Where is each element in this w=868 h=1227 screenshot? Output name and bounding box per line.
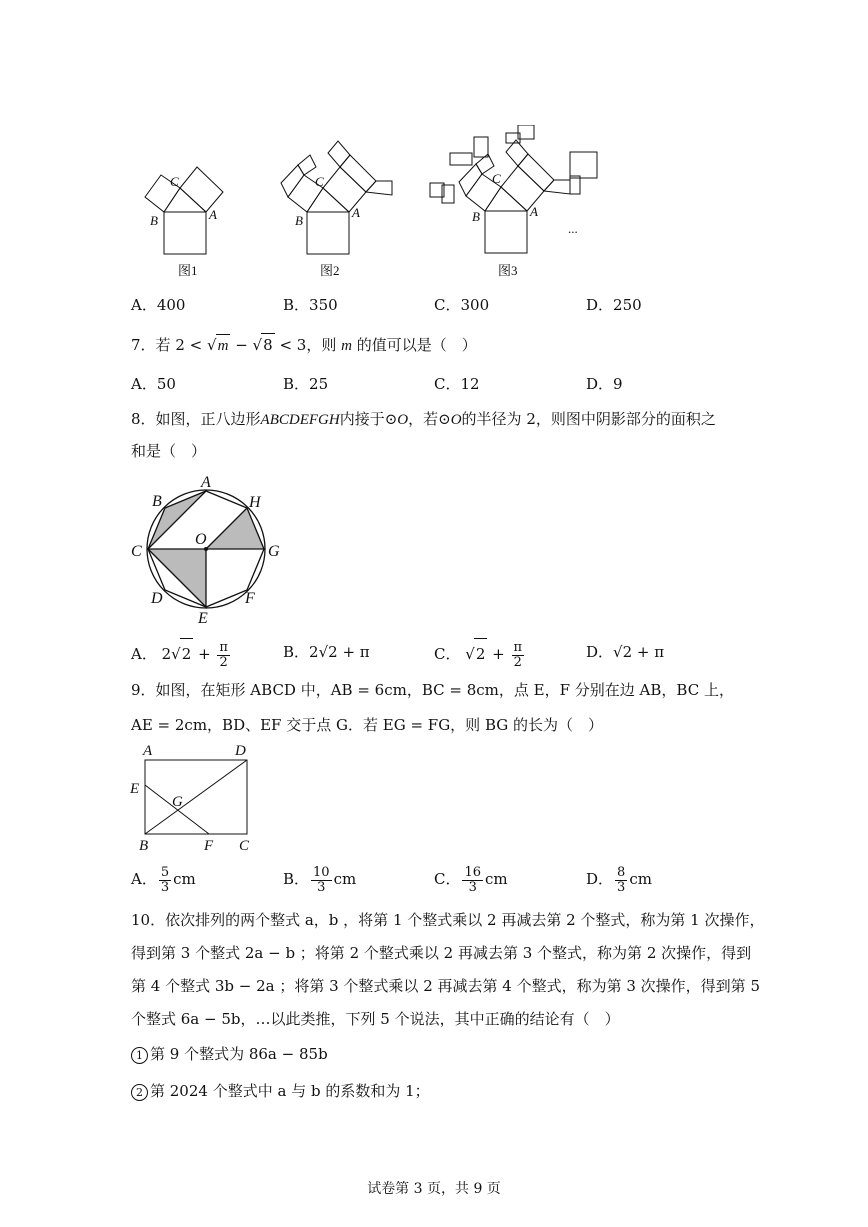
statement-1-text: 第 9 个整式为 86a − 85b: [150, 1045, 328, 1063]
question-10-line-2: 得到第 3 个整式 2a − b ；将第 2 个整式乘以 2 再减去第 3 个整式，称为第 2 次操作，得到: [131, 944, 752, 962]
q9-c-letter: C．: [434, 870, 461, 888]
octagon-figure: [125, 470, 295, 630]
q7-suffix: 的值可以是（ ）: [356, 336, 477, 354]
q8-a-num: π: [219, 639, 228, 655]
sqrt-sign: √: [207, 336, 217, 354]
q8-option-c: [434, 638, 526, 670]
fig2-caption: 图2: [320, 263, 340, 278]
q8-a-coef: 2: [161, 645, 172, 663]
q9-d-den: 3: [617, 879, 626, 895]
q9-option-b: [283, 862, 356, 896]
q8-text-a: 8．如图，正八边形: [131, 410, 261, 428]
q7-ineq-right: < 3，则: [279, 336, 337, 354]
statement-number-1: 1: [131, 1047, 148, 1064]
q8-option-a: [131, 638, 232, 670]
q9-d-num: 8: [617, 864, 626, 880]
question-8-line-1: [131, 408, 716, 431]
question-8-line-2: 和是（ ）: [131, 442, 207, 460]
sqrt-sign: √: [252, 336, 263, 354]
q7-option-c: C．12: [434, 375, 480, 393]
rect-label-b: B: [139, 838, 149, 854]
q7-radicand-m: m: [216, 334, 231, 357]
rect-label-e: E: [130, 781, 140, 797]
rect-label-f: F: [204, 838, 214, 854]
q8-a-den: 2: [219, 654, 228, 670]
fig3-ellipsis: ...: [568, 221, 578, 236]
fig2-label-b: B: [295, 213, 303, 228]
q8-c-fraction: [512, 641, 525, 670]
oct-label-o: O: [195, 531, 207, 548]
q8-a-rad: 2: [180, 638, 194, 669]
q8-a-op: +: [198, 645, 211, 663]
statement-2-text: 第 2024 个整式中 a 与 b 的系数和为 1；: [150, 1082, 430, 1100]
q8-c-den: 2: [513, 654, 522, 670]
sqrt-sign: √: [171, 645, 181, 663]
q9-option-d: [586, 862, 652, 896]
q8-b-expr: 2√2 + π: [309, 643, 370, 661]
q8-a-letter: A．: [131, 645, 157, 663]
q7-minus: −: [235, 336, 248, 354]
q8-c-num: π: [513, 639, 523, 655]
question-9-line-2: AE = 2cm，BD、EF 交于点 G．若 EG = FG，则 BG 的长为（ ）: [131, 716, 603, 734]
q9-c-den: 3: [468, 879, 477, 895]
oct-label-g: G: [268, 543, 280, 560]
q9-a-fraction: [159, 866, 171, 895]
q9-a-den: 3: [160, 879, 170, 895]
fig3-caption: 图3: [498, 263, 518, 278]
oct-label-d: D: [151, 590, 163, 607]
statement-number-2: 2: [131, 1084, 148, 1101]
q7-radicand-8: 8: [261, 333, 275, 356]
fig3-label-b: B: [472, 209, 480, 224]
q8-d-expr: √2 + π: [613, 643, 665, 661]
oct-label-f: F: [245, 590, 255, 607]
q9-c-num: 16: [464, 864, 482, 880]
q6-option-c: C．300: [434, 296, 490, 314]
question-9-line-1: 9．如图，在矩形 ABCD 中，AB = 6cm，BC = 8cm，点 E，F 分别在边 AB，BC 上，: [131, 681, 734, 699]
q9-d-fraction: [615, 866, 627, 895]
q7-option-a: A．50: [131, 375, 176, 393]
page-footer: 试卷第 3 页，共 9 页: [367, 1181, 501, 1197]
fig3-label-a: A: [530, 204, 538, 219]
q6-option-d: D．250: [586, 296, 642, 314]
fig1-label-a: A: [209, 207, 217, 222]
rect-label-d: D: [235, 743, 246, 759]
q9-b-fraction: [311, 866, 332, 895]
oct-label-b: B: [152, 493, 162, 510]
question-7-text: [131, 333, 477, 357]
fig1-label-b: B: [150, 213, 158, 228]
q7-prefix: 7．若: [131, 336, 171, 354]
sqrt-sign: √: [465, 645, 475, 663]
q9-a-letter: A．: [131, 870, 157, 888]
oct-label-a: A: [201, 474, 211, 491]
q9-option-c: [434, 862, 508, 896]
q8-d-letter: D．: [586, 643, 614, 661]
oct-label-e: E: [198, 610, 208, 627]
fig2-label-a: A: [352, 205, 360, 220]
figure-2: [281, 141, 392, 254]
pythagoras-tree-figures: [120, 125, 620, 290]
q6-option-a: A．400: [131, 296, 186, 314]
q9-d-unit: cm: [629, 870, 652, 888]
q8-circle-name-2: ⊙O: [438, 412, 462, 428]
q8-b-letter: B．: [283, 643, 310, 661]
question-10-line-4: 个整式 6a − 5b，…以此类推，下列 5 个说法，其中正确的结论有（ ）: [131, 1010, 620, 1028]
fig3-label-c: C: [492, 171, 501, 186]
q9-b-num: 10: [313, 864, 330, 880]
q8-polygon-name: ABCDEFGH: [260, 412, 340, 428]
q9-option-a: [131, 862, 196, 896]
q8-option-b: [283, 641, 370, 663]
q9-a-num: 5: [160, 864, 170, 880]
q9-b-letter: B．: [283, 870, 310, 888]
q9-a-unit: cm: [173, 870, 196, 888]
q8-circle-name: ⊙O: [384, 412, 409, 428]
fig1-caption: 图1: [178, 263, 198, 278]
q8-text-c: ，若: [408, 410, 439, 428]
q8-a-fraction: [217, 641, 230, 670]
q7-var: m: [341, 338, 352, 354]
q10-statement-2: [131, 1080, 430, 1102]
q8-option-d: [586, 641, 664, 663]
rectangle-figure: [125, 740, 265, 855]
q8-c-rad: 2: [474, 638, 488, 669]
fig1-label-c: C: [170, 174, 179, 189]
q8-text-d: 的半径为 2，则图中阴影部分的面积之: [461, 410, 716, 428]
q8-text-b: 内接于: [339, 410, 385, 428]
q10-statement-1: [131, 1043, 328, 1065]
q9-c-fraction: [462, 866, 483, 895]
q7-ineq-left: 2 <: [175, 336, 203, 354]
q9-b-den: 3: [317, 879, 326, 895]
q8-c-op: +: [492, 645, 505, 663]
oct-label-c: C: [131, 543, 142, 560]
fig2-label-c: C: [315, 174, 324, 189]
q8-c-letter: C．: [434, 645, 461, 663]
rect-label-a: A: [143, 743, 153, 759]
q7-option-b: B．25: [283, 375, 329, 393]
question-10-line-1: 10．依次排列的两个整式 a，b ，将第 1 个整式乘以 2 再减去第 2 个整式，称为第 1 次操作，: [131, 911, 765, 929]
q9-b-unit: cm: [333, 870, 357, 888]
q6-option-b: B．350: [283, 296, 338, 314]
q9-d-letter: D．: [586, 870, 614, 888]
q9-c-unit: cm: [485, 870, 508, 888]
rect-label-c: C: [239, 838, 250, 854]
oct-label-h: H: [249, 494, 261, 511]
q7-option-d: D．9: [586, 375, 623, 393]
question-10-line-3: 第 4 个整式 3b − 2a ；将第 3 个整式乘以 2 再减去第 4 个整式，称为第 3 次操作，得到第 5: [131, 977, 760, 995]
rect-label-g: G: [172, 794, 183, 810]
